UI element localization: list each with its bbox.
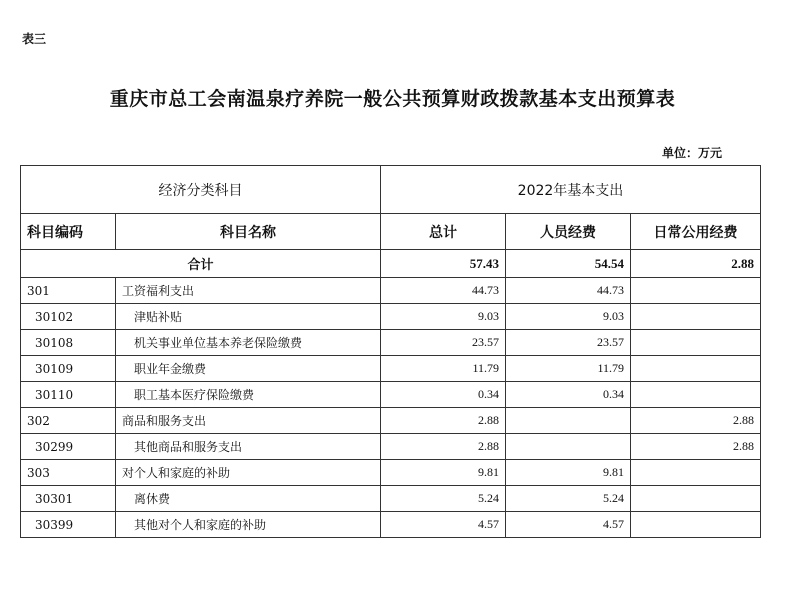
total-value: 57.43 (381, 250, 506, 278)
total-personnel: 54.54 (506, 250, 631, 278)
row-personnel: 4.57 (506, 512, 631, 538)
row-name: 职工基本医疗保险缴费 (116, 382, 381, 408)
row-total: 2.88 (381, 434, 506, 460)
table-row (21, 330, 761, 356)
header-year-basic-expenditure: 2022年基本支出 (381, 166, 761, 214)
row-code: 303 (21, 460, 116, 486)
row-total: 11.79 (381, 356, 506, 382)
row-code: 30399 (21, 512, 116, 538)
row-code: 30301 (21, 486, 116, 512)
row-name: 职业年金缴费 (116, 356, 381, 382)
page-label: 表三 (22, 32, 47, 46)
row-total: 23.57 (381, 330, 506, 356)
row-personnel: 23.57 (506, 330, 631, 356)
row-public (631, 512, 761, 538)
row-total: 44.73 (381, 278, 506, 304)
header-code: 科目编码 (21, 214, 116, 250)
row-total: 9.03 (381, 304, 506, 330)
page-title: 重庆市总工会南温泉疗养院一般公共预算财政拨款基本支出预算表 (109, 88, 676, 110)
header-personnel: 人员经费 (506, 214, 631, 250)
header-row-2 (21, 214, 761, 250)
row-personnel (506, 434, 631, 460)
table-row (21, 408, 761, 434)
row-total: 5.24 (381, 486, 506, 512)
row-public (631, 356, 761, 382)
table-row (21, 512, 761, 538)
unit-label: 单位：万元 (662, 146, 723, 160)
row-public (631, 382, 761, 408)
table-row (21, 486, 761, 512)
header-public: 日常公用经费 (631, 214, 761, 250)
row-public (631, 330, 761, 356)
row-personnel (506, 408, 631, 434)
row-public (631, 460, 761, 486)
row-public (631, 486, 761, 512)
row-public (631, 278, 761, 304)
table-row (21, 304, 761, 330)
row-name: 工资福利支出 (116, 278, 381, 304)
row-code: 301 (21, 278, 116, 304)
row-code: 30108 (21, 330, 116, 356)
table-row (21, 278, 761, 304)
table-row (21, 434, 761, 460)
row-name: 其他商品和服务支出 (116, 434, 381, 460)
row-code: 30102 (21, 304, 116, 330)
row-personnel: 44.73 (506, 278, 631, 304)
total-public: 2.88 (631, 250, 761, 278)
row-personnel: 5.24 (506, 486, 631, 512)
header-row-1 (21, 166, 761, 214)
row-code: 302 (21, 408, 116, 434)
budget-table (20, 165, 761, 538)
row-name: 津贴补贴 (116, 304, 381, 330)
header-name: 科目名称 (116, 214, 381, 250)
header-economic-category: 经济分类科目 (21, 166, 381, 214)
row-total: 0.34 (381, 382, 506, 408)
row-name: 机关事业单位基本养老保险缴费 (116, 330, 381, 356)
row-code: 30299 (21, 434, 116, 460)
row-personnel: 9.81 (506, 460, 631, 486)
row-name: 商品和服务支出 (116, 408, 381, 434)
total-label: 合计 (21, 250, 381, 278)
row-personnel: 11.79 (506, 356, 631, 382)
table-row (21, 356, 761, 382)
row-public (631, 304, 761, 330)
row-personnel: 0.34 (506, 382, 631, 408)
row-name: 对个人和家庭的补助 (116, 460, 381, 486)
row-code: 30109 (21, 356, 116, 382)
row-code: 30110 (21, 382, 116, 408)
table-row (21, 382, 761, 408)
row-total: 9.81 (381, 460, 506, 486)
row-name: 离休费 (116, 486, 381, 512)
row-public: 2.88 (631, 434, 761, 460)
table-row (21, 460, 761, 486)
row-public: 2.88 (631, 408, 761, 434)
total-row (21, 250, 761, 278)
row-personnel: 9.03 (506, 304, 631, 330)
row-total: 4.57 (381, 512, 506, 538)
header-total: 总计 (381, 214, 506, 250)
row-name: 其他对个人和家庭的补助 (116, 512, 381, 538)
row-total: 2.88 (381, 408, 506, 434)
